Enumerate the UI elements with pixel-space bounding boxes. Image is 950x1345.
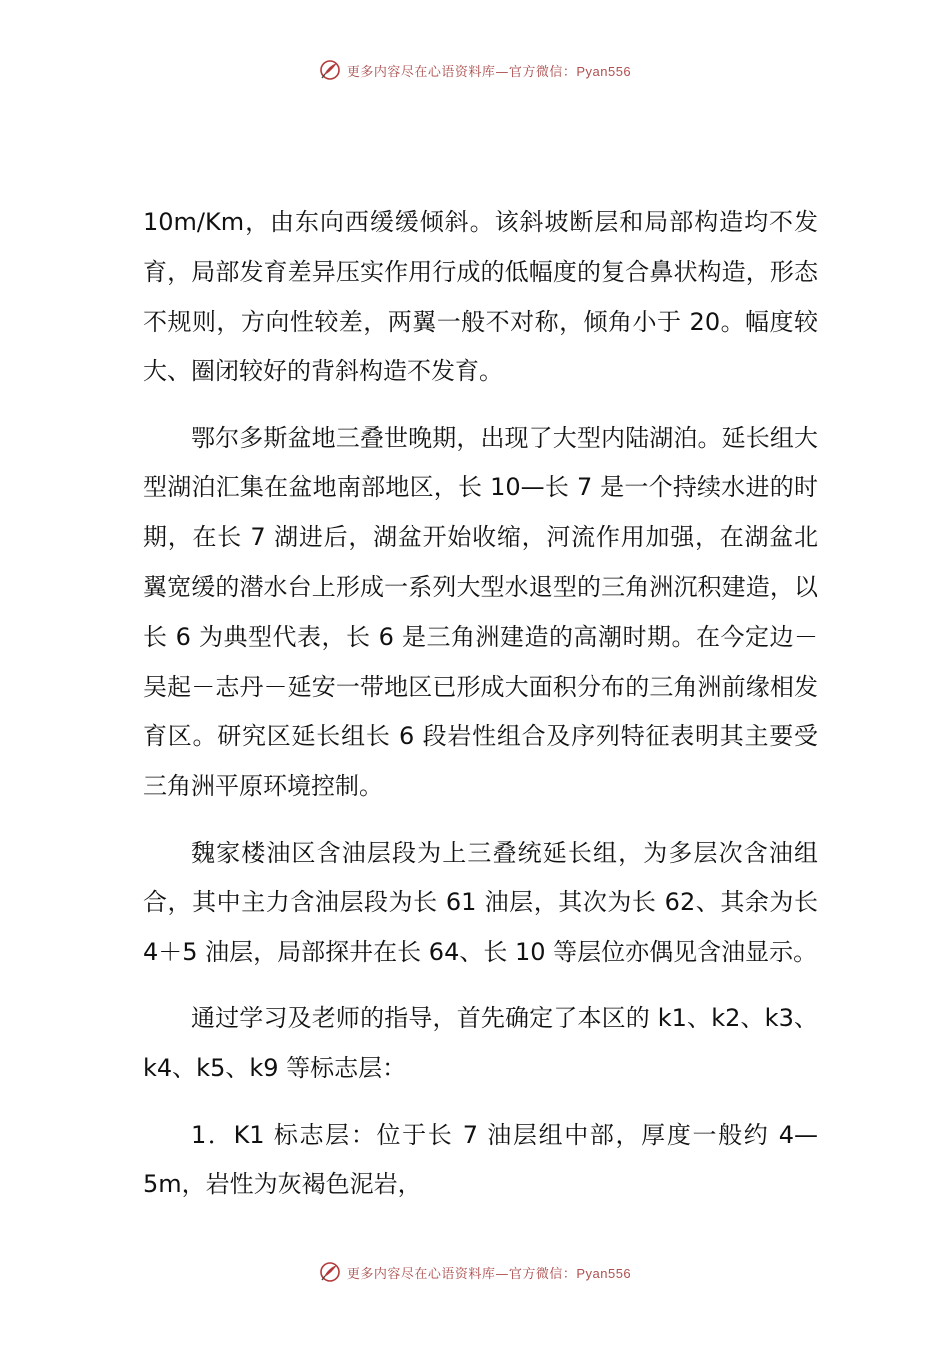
watermark-text: 更多内容尽在心语资料库—官方微信：Pyan556 xyxy=(346,1265,632,1282)
watermark-text: 更多内容尽在心语资料库—官方微信：Pyan556 xyxy=(346,63,632,80)
paragraph-5: 1．K1 标志层：位于长 7 油层组中部，厚度一般约 4—5m，岩性为灰褐色泥岩， xyxy=(143,1120,818,1199)
header-watermark xyxy=(0,55,950,85)
paragraph-3: 魏家楼油区含油层段为上三叠统延长组，为多层次含油组合，其中主力含油层段为长 61 油层，其次为长 62、其余为长 4＋5 油层，局部探井在长 64、长 10 等层位亦偶见含油显示。 xyxy=(143,838,818,967)
paragraph-4: 通过学习及老师的指导，首先确定了本区的 k1、k2、k3、k4、k5、k9 等标志层： xyxy=(143,1004,818,1083)
feather-pen-logo-icon xyxy=(319,1261,341,1283)
paragraph-1: 10m/Km，由东向西缓缓倾斜。该斜坡断层和局部构造均不发育，局部发育差异压实作用行成的低幅度的复合鼻状构造，形态不规则，方向性较差，两翼一般不对称，倾角小于 20。幅度较大、圈闭较好的背斜构造不发育。 xyxy=(143,208,818,386)
document-body xyxy=(143,198,818,1210)
feather-pen-logo-icon xyxy=(319,59,341,81)
paragraph-2: 鄂尔多斯盆地三叠世晚期，出现了大型内陆湖泊。延长组大型湖泊汇集在盆地南部地区，长 10—长 7 是一个持续水进的时期，在长 7 湖进后，湖盆开始收缩，河流作用加强，在湖盆北翼宽缓的潜水台上形成一系列大型水退型的三角洲沉积建造，以长 6 为典型代表，长 6 是三角洲建造的高潮时期。在今定边－吴起－志丹－延安一带地区已形成大面积分布的三角洲前缘相发育区。研究区延长组长 6 段岩性组合及序列特征表明其主要受三角洲平原环境控制。 xyxy=(143,423,818,801)
footer-watermark xyxy=(0,1257,950,1287)
